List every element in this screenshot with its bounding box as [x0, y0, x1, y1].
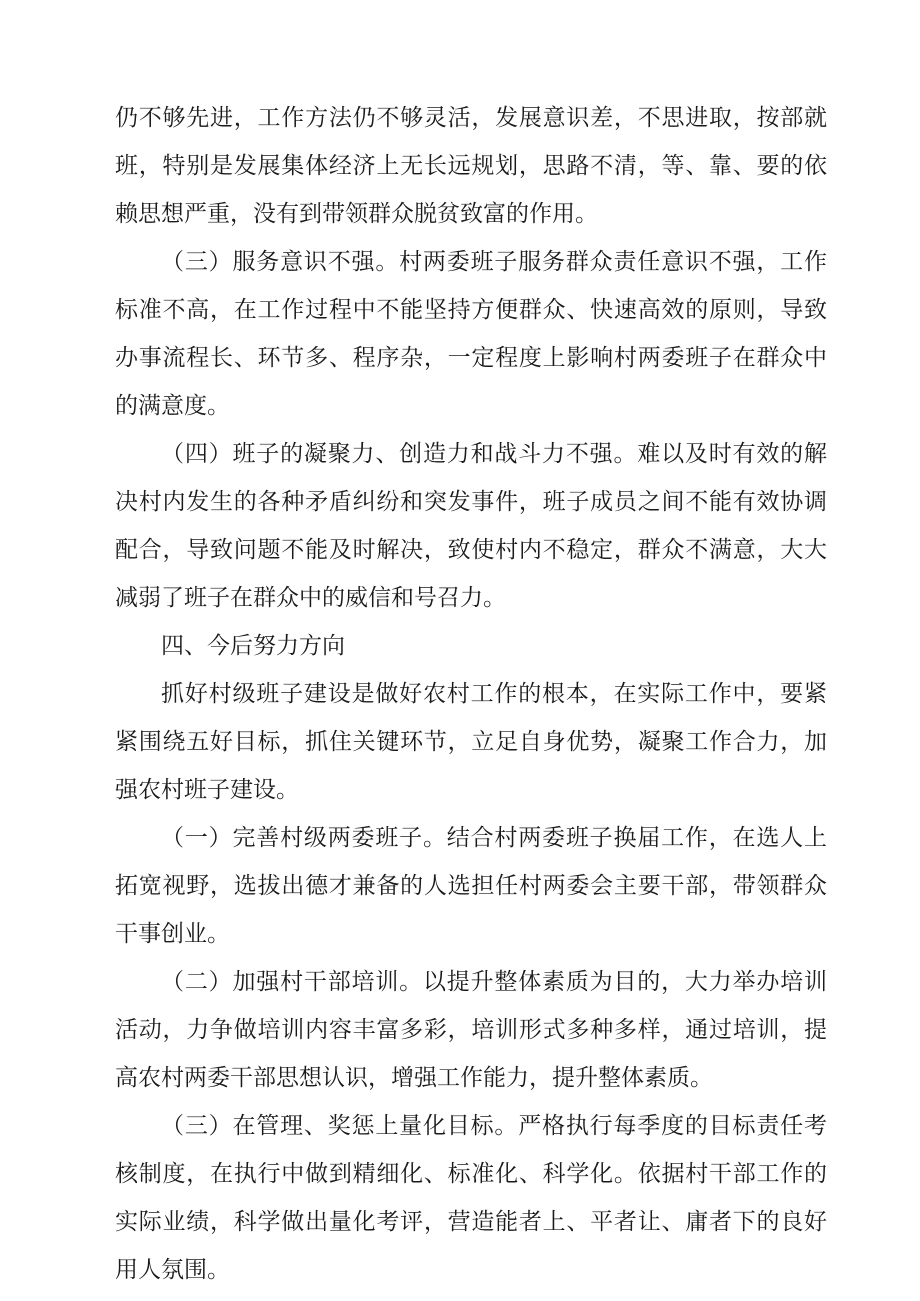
paragraph-cadre-training: （二）加强村干部培训。以提升整体素质为目的，大力举办培训活动，力争做培训内容丰富多彩，培训形式多种多样，通过培训，提高农村两委干部思想认识，增强工作能力，提升整体素质。 [115, 969, 827, 1091]
paragraph-intro-future: 抓好村级班子建设是做好农村工作的根本，在实际工作中，要紧紧围绕五好目标，抓住关键环节，立足自身优势，凝聚工作合力，加强农村班子建设。 [115, 681, 827, 803]
paragraph-continuation: 仍不够先进，工作方法仍不够灵活，发展意识差，不思进取，按部就班，特别是发展集体经济上无长远规划，思路不清，等、靠、要的依赖思想严重，没有到带领群众脱贫致富的作用。 [115, 105, 827, 227]
paragraph-team-cohesion: （四）班子的凝聚力、创造力和战斗力不强。难以及时有效的解决村内发生的各种矛盾纠纷和突发事件，班子成员之间不能有效协调配合，导致问题不能及时解决，致使村内不稳定，群众不满意，大大减弱了班子在群众中的威信和号召力。 [115, 441, 827, 611]
paragraph-quantified-targets: （三）在管理、奖惩上量化目标。严格执行每季度的目标责任考核制度，在执行中做到精细化、标准化、科学化。依据村干部工作的实际业绩，科学做出量化考评，营造能者上、平者让、庸者下的良好用人氛围。 [115, 1113, 827, 1283]
paragraph-service-awareness: （三）服务意识不强。村两委班子服务群众责任意识不强，工作标准不高，在工作过程中不能坚持方便群众、快速高效的原则，导致办事流程长、环节多、程序杂，一定程度上影响村两委班子在群众中的满意度。 [115, 249, 827, 419]
paragraph-improve-committee: （一）完善村级两委班子。结合村两委班子换届工作，在选人上拓宽视野，选拔出德才兼备的人选担任村两委会主要干部，带领群众干事创业。 [115, 825, 827, 947]
document-page [115, 94, 827, 1294]
section-heading-future-direction: 四、今后努力方向 [161, 633, 345, 659]
